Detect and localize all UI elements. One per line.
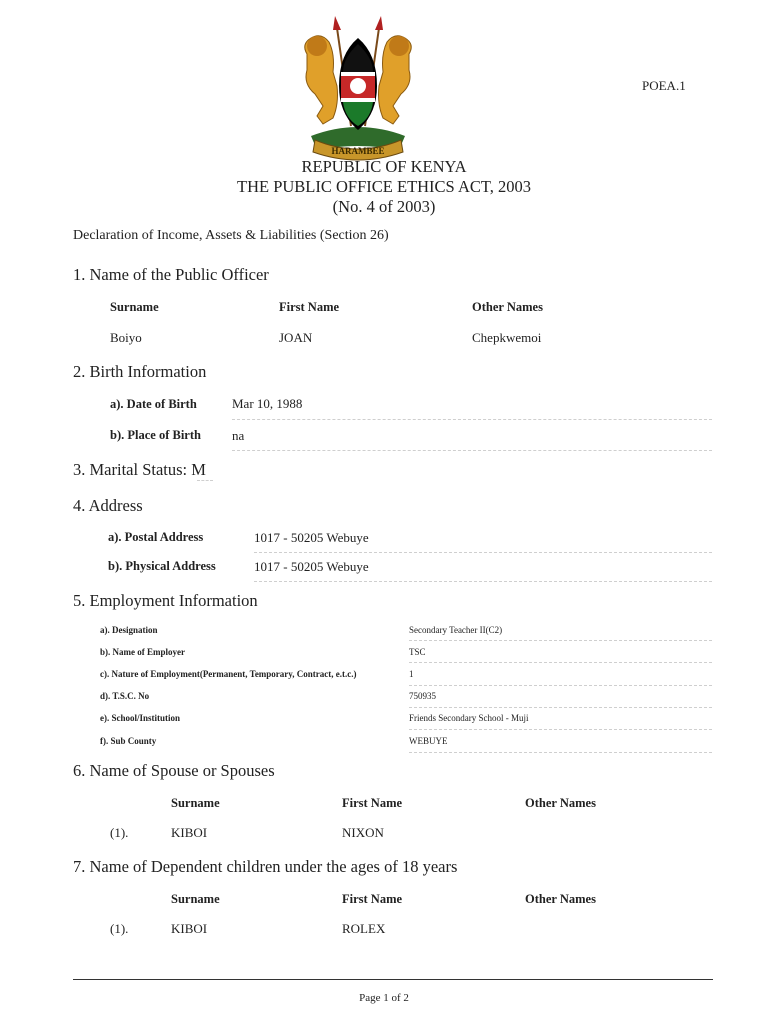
header-act-number: (No. 4 of 2003)	[332, 197, 436, 216]
birth-date-label: a). Date of Birth	[110, 397, 197, 411]
header-surname: Surname	[110, 300, 159, 314]
sub-county-value: WEBUYE	[409, 736, 448, 746]
tsc-no-value: 750935	[409, 691, 436, 701]
coat-of-arms-icon	[293, 14, 423, 162]
physical-address-label: b). Physical Address	[108, 559, 216, 573]
section-2-title: 2. Birth Information	[73, 362, 207, 381]
postal-address-label: a). Postal Address	[108, 530, 204, 544]
designation-label: a). Designation	[100, 625, 158, 635]
form-code: POEA.1	[642, 78, 686, 93]
header-republic: REPUBLIC OF KENYA	[301, 157, 467, 176]
svg-text:HARAMBEE: HARAMBEE	[331, 146, 385, 156]
sub-county-label: f). Sub County	[100, 736, 157, 746]
employer-value: TSC	[409, 647, 426, 657]
spouse-row-index: (1).	[110, 825, 129, 840]
employment-nature-value: 1	[409, 669, 414, 679]
marital-status-label: 3. Marital Status:	[73, 460, 188, 479]
section-5-title: 5. Employment Information	[73, 591, 258, 610]
section-3-title	[73, 460, 206, 480]
school-value: Friends Secondary School - Muji	[409, 713, 529, 723]
employer-label: b). Name of Employer	[100, 647, 185, 657]
page-number: Page 1 of 2	[359, 992, 409, 1004]
officer-first-name: JOAN	[279, 330, 313, 345]
header-act-title: THE PUBLIC OFFICE ETHICS ACT, 2003	[237, 177, 531, 196]
child-surname: KIBOI	[171, 921, 208, 936]
footer-divider	[73, 979, 713, 980]
divider	[409, 662, 712, 663]
designation-value: Secondary Teacher II(C2)	[409, 625, 503, 635]
physical-address-value: 1017 - 50205 Webuye	[254, 559, 369, 574]
divider	[409, 707, 712, 708]
divider	[232, 419, 712, 420]
child-first-name: ROLEX	[342, 921, 386, 936]
officer-other-names: Chepkwemoi	[472, 330, 542, 345]
birth-place-value: na	[232, 428, 245, 443]
divider	[254, 581, 712, 582]
divider	[254, 552, 712, 553]
section-7-title: 7. Name of Dependent children under the ages of 18 years	[73, 857, 458, 876]
employment-nature-label: c). Nature of Employment(Permanent, Temporary, Contract, e.t.c.)	[100, 669, 357, 679]
divider	[409, 685, 712, 686]
divider	[409, 752, 712, 753]
marital-status-value: M	[191, 460, 206, 479]
birth-date-value: Mar 10, 1988	[232, 396, 303, 411]
header-first-name: First Name	[279, 300, 340, 314]
tsc-no-label: d). T.S.C. No	[100, 691, 150, 701]
divider	[232, 450, 712, 451]
spouse-surname: KIBOI	[171, 825, 208, 840]
divider	[409, 729, 712, 730]
divider	[409, 640, 712, 641]
school-label: e). School/Institution	[100, 713, 181, 723]
spouse-header-surname: Surname	[171, 796, 220, 810]
child-header-first-name: First Name	[342, 892, 403, 906]
section-6-title: 6. Name of Spouse or Spouses	[73, 761, 275, 780]
officer-surname: Boiyo	[110, 330, 142, 345]
declaration-subtitle: Declaration of Income, Assets & Liabilities (Section 26)	[73, 228, 389, 243]
child-header-surname: Surname	[171, 892, 220, 906]
divider	[197, 480, 213, 481]
spouse-header-first-name: First Name	[342, 796, 403, 810]
spouse-header-other-names: Other Names	[525, 796, 596, 810]
child-row-index: (1).	[110, 921, 129, 936]
section-1-title: 1. Name of the Public Officer	[73, 265, 269, 284]
postal-address-value: 1017 - 50205 Webuye	[254, 530, 369, 545]
child-header-other-names: Other Names	[525, 892, 596, 906]
birth-place-label: b). Place of Birth	[110, 428, 201, 442]
spouse-first-name: NIXON	[342, 825, 384, 840]
header-other-names: Other Names	[472, 300, 543, 314]
section-4-title: 4. Address	[73, 496, 143, 515]
